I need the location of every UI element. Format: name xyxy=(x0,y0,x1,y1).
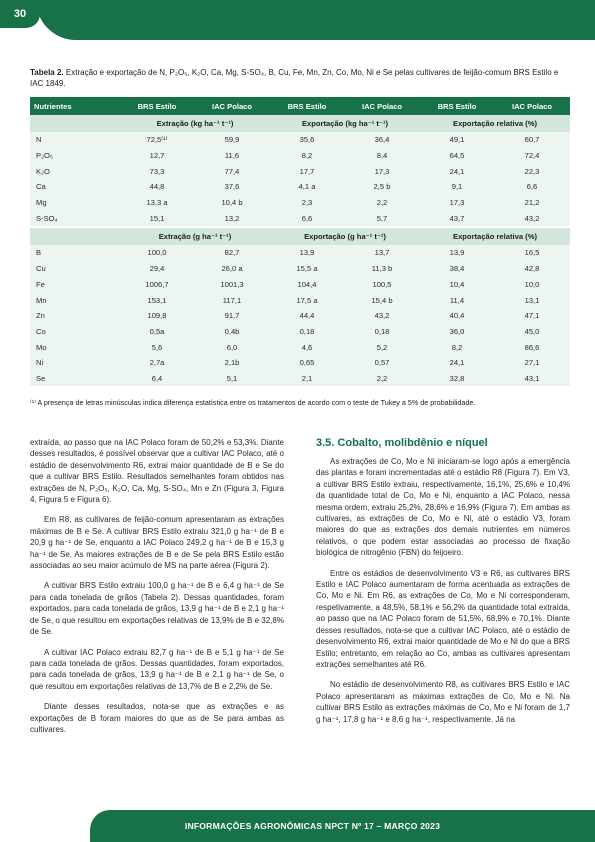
value-cell: 17,3 xyxy=(344,163,420,179)
right-paragraph-3: No estádio de desenvolvimento R8, as cultivares BRS Estilo e IAC Polaco apresentaram as máximas extrações de Co, Mo e Ni. Na cultivar BRS Estilo as extrações máximas de Co, Mo e Ni foram de 1,7 g ha⁻¹, 17,8 g ha⁻¹ e 8,6 g ha⁻¹, respectivamente. Já na xyxy=(316,680,570,724)
value-cell: 109,8 xyxy=(120,308,194,324)
value-cell: 6,6 xyxy=(270,210,344,226)
subheader-extracao-micro: Extração (g ha⁻¹ t⁻¹) xyxy=(120,228,270,245)
value-cell: 29,4 xyxy=(120,261,194,277)
subheader-row-micro xyxy=(30,228,570,245)
value-cell: 5,1 xyxy=(194,371,270,387)
header-nutrientes: Nutrientes xyxy=(30,97,120,115)
table-row xyxy=(30,163,570,179)
value-cell: 117,1 xyxy=(194,292,270,308)
header-band xyxy=(36,0,595,40)
left-column xyxy=(30,437,284,744)
nutrient-name-cell: K₂O xyxy=(30,163,120,179)
nutrient-name-cell: Cu xyxy=(30,261,120,277)
table-row xyxy=(30,324,570,340)
value-cell: 72,4 xyxy=(494,148,570,164)
section-heading: 3.5. Cobalto, molibdênio e níquel xyxy=(316,437,488,449)
nutrient-name-cell: S-SO₄ xyxy=(30,210,120,226)
value-cell: 40,4 xyxy=(420,308,494,324)
value-cell: 13,7 xyxy=(344,245,420,261)
value-cell: 10,4 xyxy=(420,277,494,293)
value-cell: 27,1 xyxy=(494,355,570,371)
subheader-row-macro xyxy=(30,115,570,132)
nutrient-name-cell: Co xyxy=(30,324,120,340)
value-cell: 64,5 xyxy=(420,148,494,164)
header-col-6: IAC Polaco xyxy=(494,97,570,115)
value-cell: 104,4 xyxy=(270,277,344,293)
value-cell: 2,2 xyxy=(344,195,420,211)
value-cell: 2,5 b xyxy=(344,179,420,195)
table-header-row xyxy=(30,97,570,115)
value-cell: 42,8 xyxy=(494,261,570,277)
table-footnote: ⁽¹⁾ A presença de letras minúsculas indica diferença estatística entre os tratamentos de acordo com o teste de Tukey a 5% de probabilidade. xyxy=(30,398,476,407)
value-cell: 44,4 xyxy=(270,308,344,324)
header-col-5: BRS Estilo xyxy=(420,97,494,115)
value-cell: 59,9 xyxy=(194,132,270,148)
value-cell: 4,1 a xyxy=(270,179,344,195)
table-caption-text: Extração e exportação de N, P₂O₅, K₂O, Ca, Mg, S-SO₄, B, Cu, Fe, Mn, Zn, Co, Mo, Ni e Se pelas cultivares de feijão-comum BRS Estilo e IAC 1849. xyxy=(30,68,559,88)
value-cell: 43,7 xyxy=(420,210,494,226)
left-paragraph-3: A cultivar BRS Estilo extraiu 100,0 g ha⁻¹ de B e 6,4 g ha⁻¹ de Se para cada tonelada de grãos (Tabela 2). Dessas quantidades, foram exportados, para cada tonelada de grãos, 13,9 g ha⁻¹ de B e 2,1 g ha⁻¹ de Se, o que resultou em exportações relativas de 13,9% de B e 32,8% de Se. xyxy=(30,581,284,637)
right-paragraph-2: Entre os estádios de desenvolvimento V3 e R6, as cultivares BRS Estilo e IAC Polaco aumentaram de forma acentuada as extrações de Co, Mo e Ni. Em R6, as extrações de Co, Mo e Ni corresponderam, respetivamente, a 48,5%, 58,1% e 56,2% da quantidade total extraída, ao passo que na IAC Polaco foram de 51,5%, 68,9% e 70,1%. Diante desses resultados, nota-se que a cultivar IAC Polaco, até o estádio de desenvolvimento R6, extrai maior quantidade de Mo e Ni do que a BRS Estilo; entretanto, em relação ao Co, ambas as cultivares apresentam extrações semelhantes até R6. xyxy=(316,568,570,669)
nutrient-name-cell: Mg xyxy=(30,195,120,211)
value-cell: 8,2 xyxy=(420,339,494,355)
value-cell: 13,1 xyxy=(494,292,570,308)
value-cell: 24,1 xyxy=(420,163,494,179)
value-cell: 11,4 xyxy=(420,292,494,308)
table-row xyxy=(30,355,570,371)
value-cell: 100,5 xyxy=(344,277,420,293)
value-cell: 8,2 xyxy=(270,148,344,164)
value-cell: 5,2 xyxy=(344,339,420,355)
nutrient-name-cell: Mo xyxy=(30,339,120,355)
table-row xyxy=(30,308,570,324)
nutrient-table xyxy=(30,97,570,386)
value-cell: 86,6 xyxy=(494,339,570,355)
value-cell: 37,6 xyxy=(194,179,270,195)
value-cell: 21,2 xyxy=(494,195,570,211)
left-paragraph-4: A cultivar IAC Polaco extraiu 82,7 g ha⁻¹ de B e 5,1 g ha⁻¹ de Se para cada tonelada de grãos. Dessas quantidades, foram exportados, para cada tonelada de grãos, 13,9 g ha⁻¹ de B e 2,1 g ha⁻¹ de Se, o que resultou em exportações relativas de 13,7% de B e 2,2% de Se. xyxy=(30,647,284,691)
value-cell: 6,6 xyxy=(494,179,570,195)
table-row xyxy=(30,245,570,261)
value-cell: 1006,7 xyxy=(120,277,194,293)
value-cell: 6,4 xyxy=(120,371,194,387)
value-cell: 100,0 xyxy=(120,245,194,261)
value-cell: 36,0 xyxy=(420,324,494,340)
value-cell: 0,5a xyxy=(120,324,194,340)
value-cell: 0,4b xyxy=(194,324,270,340)
value-cell: 15,5 a xyxy=(270,261,344,277)
value-cell: 22,3 xyxy=(494,163,570,179)
table-row xyxy=(30,210,570,226)
value-cell: 13,9 xyxy=(420,245,494,261)
value-cell: 45,0 xyxy=(494,324,570,340)
value-cell: 12,7 xyxy=(120,148,194,164)
header-col-3: BRS Estilo xyxy=(270,97,344,115)
table-row xyxy=(30,148,570,164)
value-cell: 91,7 xyxy=(194,308,270,324)
value-cell: 35,6 xyxy=(270,132,344,148)
value-cell: 16,5 xyxy=(494,245,570,261)
subheader-exportacao: Exportação (kg ha⁻¹ t⁻¹) xyxy=(270,115,420,132)
header-col-2: IAC Polaco xyxy=(194,97,270,115)
right-column xyxy=(316,437,570,734)
value-cell: 11,3 b xyxy=(344,261,420,277)
left-paragraph-2: Em R8, as cultivares de feijão-comum apresentaram as extrações máximas de B e Se. A cultivar BRS Estilo extraiu 321,0 g ha⁻¹ de B e 20,9 g ha⁻¹ de Se, enquanto a IAC Polaco 249,2 g ha⁻¹ de B e 15,3 g ha⁻¹ de Se. As maiores extrações de B e de Se pela BRS Estilo estão associadas ao seu maior acúmulo de MS na parte aérea (Figura 2). xyxy=(30,515,284,571)
value-cell: 10,4 b xyxy=(194,195,270,211)
value-cell: 17,7 xyxy=(270,163,344,179)
subheader-exportacao-micro: Exportação (g ha⁻¹ t⁻¹) xyxy=(270,228,420,245)
value-cell: 0,57 xyxy=(344,355,420,371)
value-cell: 77,4 xyxy=(194,163,270,179)
value-cell: 32,8 xyxy=(420,371,494,387)
nutrient-name-cell: Fe xyxy=(30,277,120,293)
nutrient-name-cell: Zn xyxy=(30,308,120,324)
right-paragraph-1: As extrações de Co, Mo e Ni iniciaram-se logo após a emergência das plantas e foram incrementadas até o estádio R8 (Figura 7). Em V3, a cultivar BRS Estilo extraiu, respectivamente, 16,1%, 25,6% e 10,4% da quantidade total de Co, Mo e Ni, enquanto a IAC Polaco, nessa mesma ordem, extraiu 25,2%, 28,6% e 16,9% (Figura 7). Em ambas as cultivares, as extrações de Co, Mo e Ni, até o estádio V3, foram maiores do que as extrações dos demais nutrientes em números relativos, o que podem estar associadas ao processo de fixação biológica de nitrogênio (FBN) do feijoeiro. xyxy=(316,457,570,558)
nutrient-name-cell: Se xyxy=(30,371,120,387)
nutrient-name-cell: N xyxy=(30,132,120,148)
header-col-1: BRS Estilo xyxy=(120,97,194,115)
value-cell: 17,5 a xyxy=(270,292,344,308)
value-cell: 153,1 xyxy=(120,292,194,308)
table-row xyxy=(30,195,570,211)
value-cell: 15,1 xyxy=(120,210,194,226)
subheader-extracao: Extração (kg ha⁻¹ t⁻¹) xyxy=(120,115,270,132)
value-cell: 15,4 b xyxy=(344,292,420,308)
value-cell: 17,3 xyxy=(420,195,494,211)
value-cell: 8,4 xyxy=(344,148,420,164)
value-cell: 5,6 xyxy=(120,339,194,355)
left-paragraph-1: extraída, ao passo que na IAC Polaco foram de 50,2% e 53,3%. Diante desses resultados, é possível observar que a cultivar IAC Polaco, até o estádio de desenvolvimento R6, extrai maior quantidade de B e Se do que a cultivar BRS Estilo. Resultados semelhantes foram obtidos nas extrações de N, P₂O₅, K₂O, Ca, Mg, S-SO₄, Mn e Zn (Figura 3, Figura 4, Figura 5 e Figura 6). xyxy=(30,438,284,505)
value-cell: 6,0 xyxy=(194,339,270,355)
value-cell: 36,4 xyxy=(344,132,420,148)
value-cell: 73,3 xyxy=(120,163,194,179)
value-cell: 1001,3 xyxy=(194,277,270,293)
value-cell: 0,65 xyxy=(270,355,344,371)
left-paragraph-5: Diante desses resultados, nota-se que as extrações e as exportações de B foram maiores do que as de Se para ambas as cultivares. xyxy=(30,702,284,734)
table-caption-label: Tabela 2. xyxy=(30,68,64,77)
subheader-exportacao-relativa-micro: Exportação relativa (%) xyxy=(420,228,570,245)
value-cell: 72,5⁽¹⁾ xyxy=(120,132,194,148)
value-cell: 82,7 xyxy=(194,245,270,261)
value-cell: 9,1 xyxy=(420,179,494,195)
footer-band xyxy=(90,810,595,842)
nutrient-name-cell: P₂O₅ xyxy=(30,148,120,164)
value-cell: 2,1b xyxy=(194,355,270,371)
value-cell: 2,2 xyxy=(344,371,420,387)
value-cell: 4,6 xyxy=(270,339,344,355)
value-cell: 0,18 xyxy=(344,324,420,340)
value-cell: 13,9 xyxy=(270,245,344,261)
value-cell: 0,18 xyxy=(270,324,344,340)
footer-text: INFORMAÇÕES AGRONÔMICAS NPCT Nº 17 – MARÇO 2023 xyxy=(184,821,441,831)
table-caption xyxy=(30,67,570,89)
value-cell: 60,7 xyxy=(494,132,570,148)
table-row xyxy=(30,261,570,277)
table-row xyxy=(30,339,570,355)
nutrient-name-cell: Mn xyxy=(30,292,120,308)
value-cell: 13,3 a xyxy=(120,195,194,211)
table-row xyxy=(30,179,570,195)
value-cell: 43,2 xyxy=(494,210,570,226)
value-cell: 49,1 xyxy=(420,132,494,148)
value-cell: 43,1 xyxy=(494,371,570,387)
value-cell: 2,3 xyxy=(270,195,344,211)
value-cell: 13,2 xyxy=(194,210,270,226)
value-cell: 2,1 xyxy=(270,371,344,387)
value-cell: 11,6 xyxy=(194,148,270,164)
table-row xyxy=(30,292,570,308)
page-number: 30 xyxy=(0,0,40,28)
value-cell: 26,0 a xyxy=(194,261,270,277)
value-cell: 10,0 xyxy=(494,277,570,293)
table-row xyxy=(30,277,570,293)
value-cell: 38,4 xyxy=(420,261,494,277)
table-row xyxy=(30,132,570,148)
nutrient-name-cell: Ni xyxy=(30,355,120,371)
nutrient-name-cell: Ca xyxy=(30,179,120,195)
nutrient-name-cell: B xyxy=(30,245,120,261)
value-cell: 47,1 xyxy=(494,308,570,324)
subheader-exportacao-relativa: Exportação relativa (%) xyxy=(420,115,570,132)
value-cell: 44,8 xyxy=(120,179,194,195)
header-col-4: IAC Polaco xyxy=(344,97,420,115)
value-cell: 24,1 xyxy=(420,355,494,371)
value-cell: 5,7 xyxy=(344,210,420,226)
value-cell: 2,7a xyxy=(120,355,194,371)
table-row xyxy=(30,371,570,387)
value-cell: 43,2 xyxy=(344,308,420,324)
